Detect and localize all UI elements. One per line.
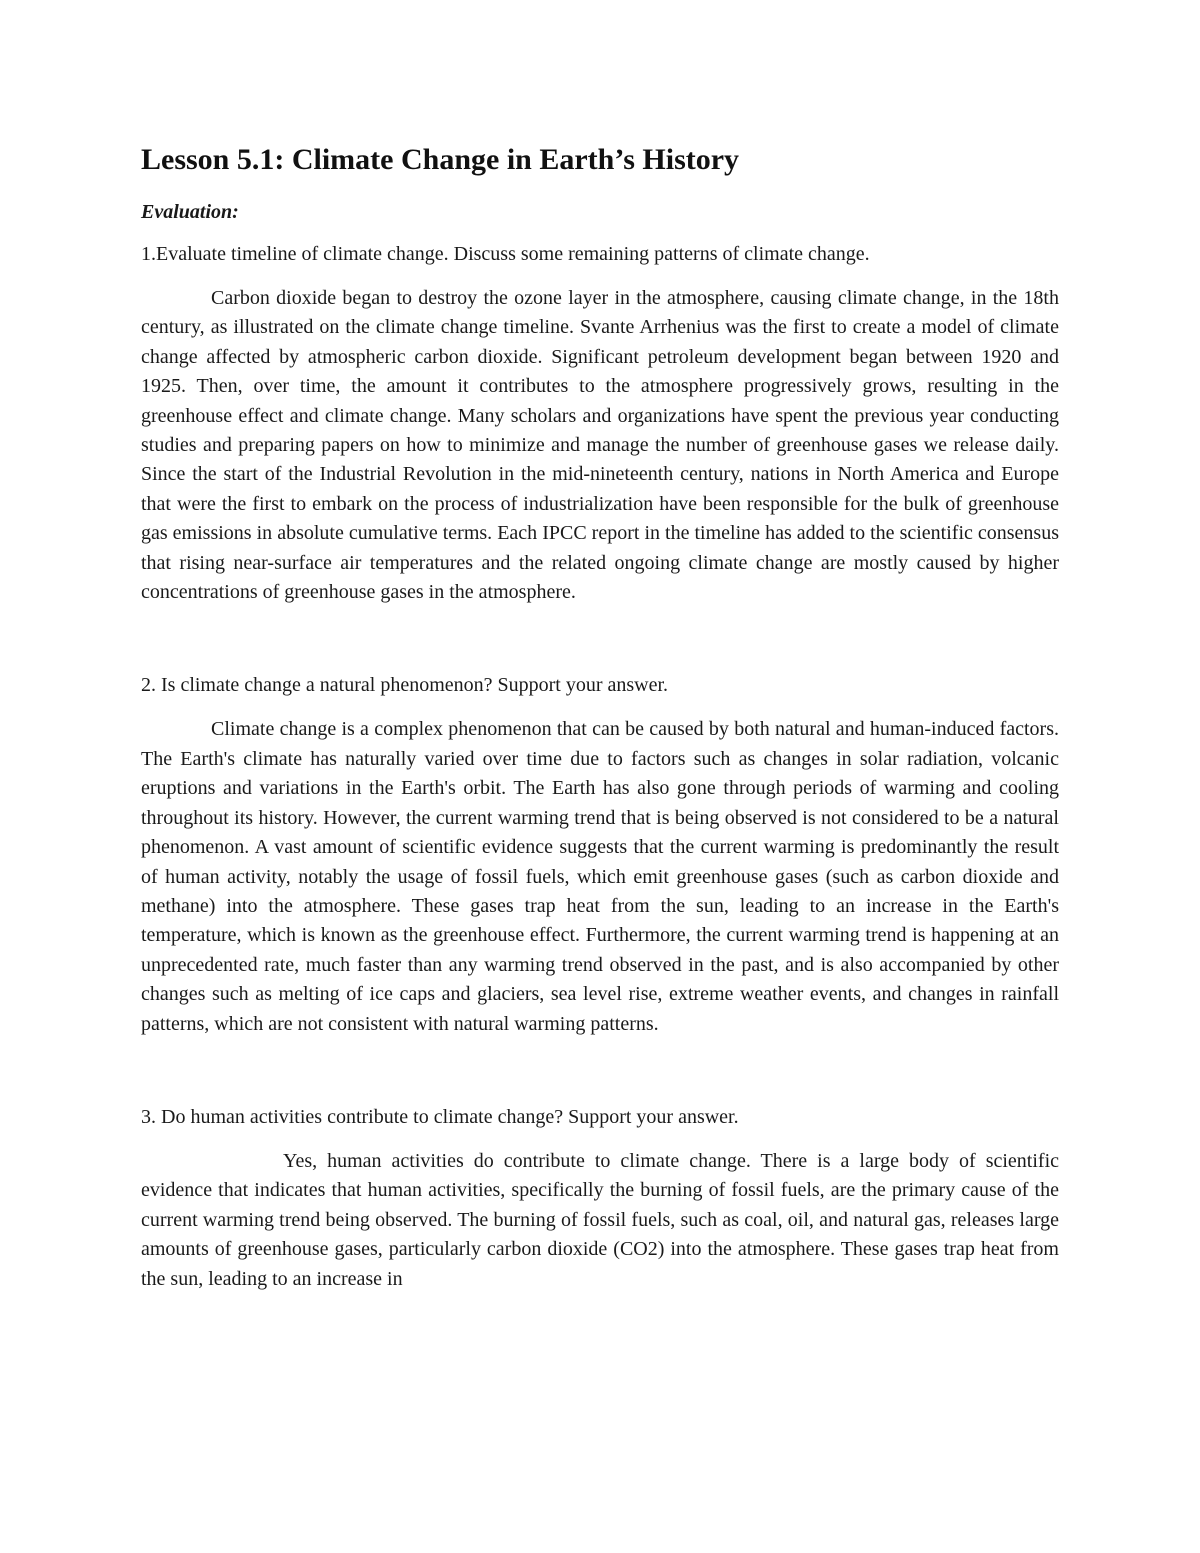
answer-3: Yes, human activities do contribute to climate change. There is a large body of scientific evidence that indicates that human activities, specifically the burning of fossil fuels, are the primary cause of the current warming trend being observed. The burning of fossil fuels, such as coal, oil, and natural gas, releases large amounts of greenhouse gases, particularly carbon dioxide (CO2) into the atmosphere. These gases trap heat from the sun, leading to an increase in [141, 1149, 1059, 1290]
answer-2: Climate change is a complex phenomenon that can be caused by both natural and human-induced factors. The Earth's climate has naturally varied over time due to factors such as changes in solar radiation, volcanic eruptions and variations in the Earth's orbit. The Earth has also gone through periods of warming and cooling throughout its history. However, the current warming trend that is being observed is not considered to be a natural phenomenon. A vast amount of scientific evidence suggests that the current warming is predominantly the result of human activity, notably the usage of fossil fuels, which emit greenhouse gases (such as carbon dioxide and methane) into the atmosphere. These gases trap heat from the sun, leading to an increase in the Earth's temperature, which is known as the greenhouse effect. Furthermore, the current warming trend is happening at an unprecedented rate, much faster than any warming trend observed in the past, and is also accompanied by other changes such as melting of ice caps and glaciers, sea level rise, extreme weather events, and changes in rainfall patterns, which are not consistent with natural warming patterns. [141, 718, 1059, 1035]
lesson-title: Lesson 5.1: Climate Change in Earth’s History [141, 143, 740, 176]
question-1: 1.Evaluate timeline of climate change. Discuss some remaining patterns of climate change. [141, 243, 870, 265]
answer-1: Carbon dioxide began to destroy the ozone layer in the atmosphere, causing climate change, in the 18th century, as illustrated on the climate change timeline. Svante Arrhenius was the first to create a model of climate change affected by atmospheric carbon dioxide. Significant petroleum development began between 1920 and 1925. Then, over time, the amount it contributes to the atmosphere progressively grows, resulting in the greenhouse effect and climate change. Many scholars and organizations have spent the previous year conducting studies and preparing papers on how to minimize and manage the number of greenhouse gases we release daily. Since the start of the Industrial Revolution in the mid-nineteenth century, nations in North America and Europe that were the first to embark on the process of industrialization have been responsible for the bulk of greenhouse gas emissions in absolute cumulative terms. Each IPCC report in the timeline has added to the scientific consensus that rising near-surface air temperatures and the related ongoing climate change are mostly caused by higher concentrations of greenhouse gases in the atmosphere. [141, 287, 1059, 604]
question-3: 3. Do human activities contribute to climate change? Support your answer. [141, 1105, 739, 1128]
document-body [141, 140, 1059, 1294]
evaluation-heading: Evaluation: [141, 201, 239, 223]
question-2: 2. Is climate change a natural phenomenon? Support your answer. [141, 674, 669, 697]
